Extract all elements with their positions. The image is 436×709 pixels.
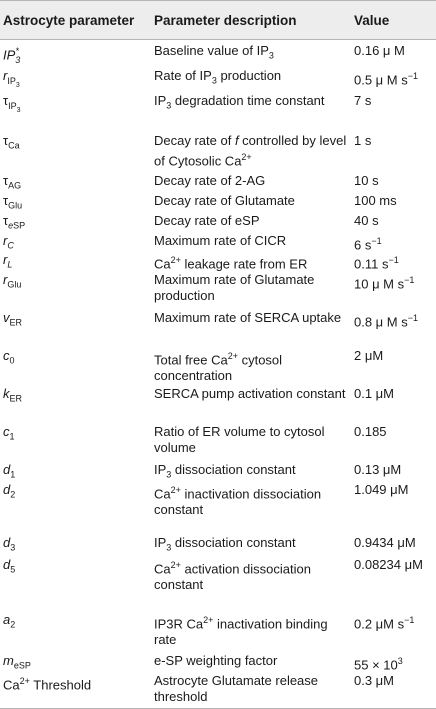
table-row — [0, 269, 436, 307]
param-cell: $k_{ER}$ — [3, 386, 23, 404]
header-parameter-description: Parameter description — [154, 12, 297, 28]
value-cell: 0.08234 μM — [354, 557, 423, 572]
desc-cell: IP3R $Ca^{2+}$ inactivation binding rate — [154, 615, 328, 648]
desc-cell: Maximum rate of CICR — [154, 233, 287, 248]
table-row — [0, 230, 436, 253]
table-row — [0, 345, 436, 383]
param-cell: $r_{Glu}$ — [3, 272, 22, 290]
value-cell: 7 s — [354, 93, 372, 108]
param-cell: $r_{IP_3}$ — [3, 68, 20, 89]
value-cell: 0.185 — [354, 424, 387, 439]
desc-cell: Ratio of ER volume to cytosol volume — [154, 424, 325, 455]
desc-cell: Decay rate of f controlled by level of Cytosolic $Ca^{2+}$ — [154, 133, 347, 169]
param-cell: $\tau_{Ca}$ — [3, 133, 20, 151]
value-cell: 0.1 μM — [354, 386, 395, 401]
desc-cell: Total free $Ca^{2+}$ cytosol concentration — [154, 351, 283, 384]
param-cell: $\tau_{IP_3}$ — [3, 93, 21, 114]
param-cell: $d_1$ — [3, 462, 16, 480]
value-cell: 10 s — [354, 173, 379, 188]
value-cell: 0.16 μ M — [354, 43, 405, 58]
value-cell: 100 ms — [354, 193, 397, 208]
header-value: Value — [354, 12, 390, 28]
desc-cell: $Ca^{2+}$ activation dissociation constant — [154, 560, 311, 593]
table-row — [0, 421, 436, 459]
table-row — [0, 670, 436, 709]
table-row — [0, 190, 436, 210]
table-row — [0, 650, 436, 673]
value-cell: 0.9434 μM — [354, 535, 416, 550]
value-cell: 1.049 μM — [354, 482, 409, 497]
value-cell: 10 μ M $s^{-1}$ — [354, 275, 415, 292]
table-row — [0, 40, 436, 65]
param-cell: $r_L$ — [3, 252, 13, 270]
table-row — [0, 383, 436, 421]
table-row — [0, 90, 436, 130]
param-cell: $IP_3^*$ — [3, 46, 21, 65]
table-row — [0, 307, 436, 345]
desc-cell: SERCA pump activation constant — [154, 386, 346, 401]
desc-cell: Decay rate of 2-AG — [154, 173, 266, 188]
desc-cell: $IP_3$ dissociation constant — [154, 535, 296, 553]
table-row — [0, 609, 436, 650]
value-cell: 0.2 μM $s^{-1}$ — [354, 615, 415, 632]
value-cell: 2 μM — [354, 348, 384, 363]
desc-cell: Astrocyte Glutamate release threshold — [154, 673, 319, 704]
desc-cell: Decay rate of eSP — [154, 213, 260, 228]
value-cell: 0.3 μM — [354, 673, 395, 688]
table-row — [0, 210, 436, 230]
table-row — [0, 554, 436, 609]
param-cell: $d_2$ — [3, 482, 16, 500]
value-cell: 40 s — [354, 213, 379, 228]
value-cell: 1 s — [354, 133, 372, 148]
param-cell: $\tau_{Glu}$ — [3, 193, 23, 211]
desc-cell: Maximum rate of Glutamate production — [154, 272, 315, 303]
value-cell: 0.5 μ M $s^{-1}$ — [354, 71, 418, 88]
desc-cell: $IP_3$ degradation time constant — [154, 93, 325, 111]
table-row — [0, 459, 436, 479]
table-row — [0, 65, 436, 90]
value-cell: 0.11 $s^{-1}$ — [354, 255, 399, 272]
value-cell: 6 $s^{-1}$ — [354, 236, 382, 253]
value-cell: 0.13 μM — [354, 462, 402, 477]
param-cell: $v_{ER}$ — [3, 310, 23, 328]
desc-cell: Decay rate of Glutamate — [154, 193, 295, 208]
table-row — [0, 249, 436, 272]
param-cell: $m_{eSP}$ — [3, 653, 31, 671]
param-cell: $r_C$ — [3, 233, 14, 251]
desc-cell: $IP_3$ dissociation constant — [154, 462, 296, 480]
table-row — [0, 532, 436, 554]
param-cell: $Ca^{2+}$ Threshold — [3, 676, 92, 693]
desc-cell: $Ca^{2+}$ leakage rate from ER — [154, 255, 308, 272]
value-cell: $55 \times 10^3$ — [354, 656, 403, 673]
param-cell: $c_1$ — [3, 424, 15, 442]
desc-cell: Baseline value of $IP_3$ — [154, 43, 274, 61]
param-cell: $d_5$ — [3, 557, 16, 575]
param-cell: $c_0$ — [3, 348, 15, 366]
table-row — [0, 170, 436, 190]
desc-cell: Rate of $IP_3$ production — [154, 68, 282, 86]
desc-cell: Maximum rate of SERCA uptake — [154, 310, 342, 325]
value-cell: 0.8 μ M $s^{-1}$ — [354, 313, 418, 330]
param-cell: $\tau_{AG}$ — [3, 173, 22, 191]
desc-cell: e-SP weighting factor — [154, 653, 278, 668]
table-row — [0, 130, 436, 170]
param-cell: $a_2$ — [3, 612, 16, 630]
desc-cell: $Ca^{2+}$ inactivation dissociation constant — [154, 485, 322, 518]
param-cell: $d_3$ — [3, 535, 16, 553]
param-cell: $\tau_{eSP}$ — [3, 213, 26, 231]
header-astrocyte-parameter: Astrocyte parameter — [3, 12, 135, 28]
table-row — [0, 479, 436, 532]
table-header — [0, 0, 436, 40]
